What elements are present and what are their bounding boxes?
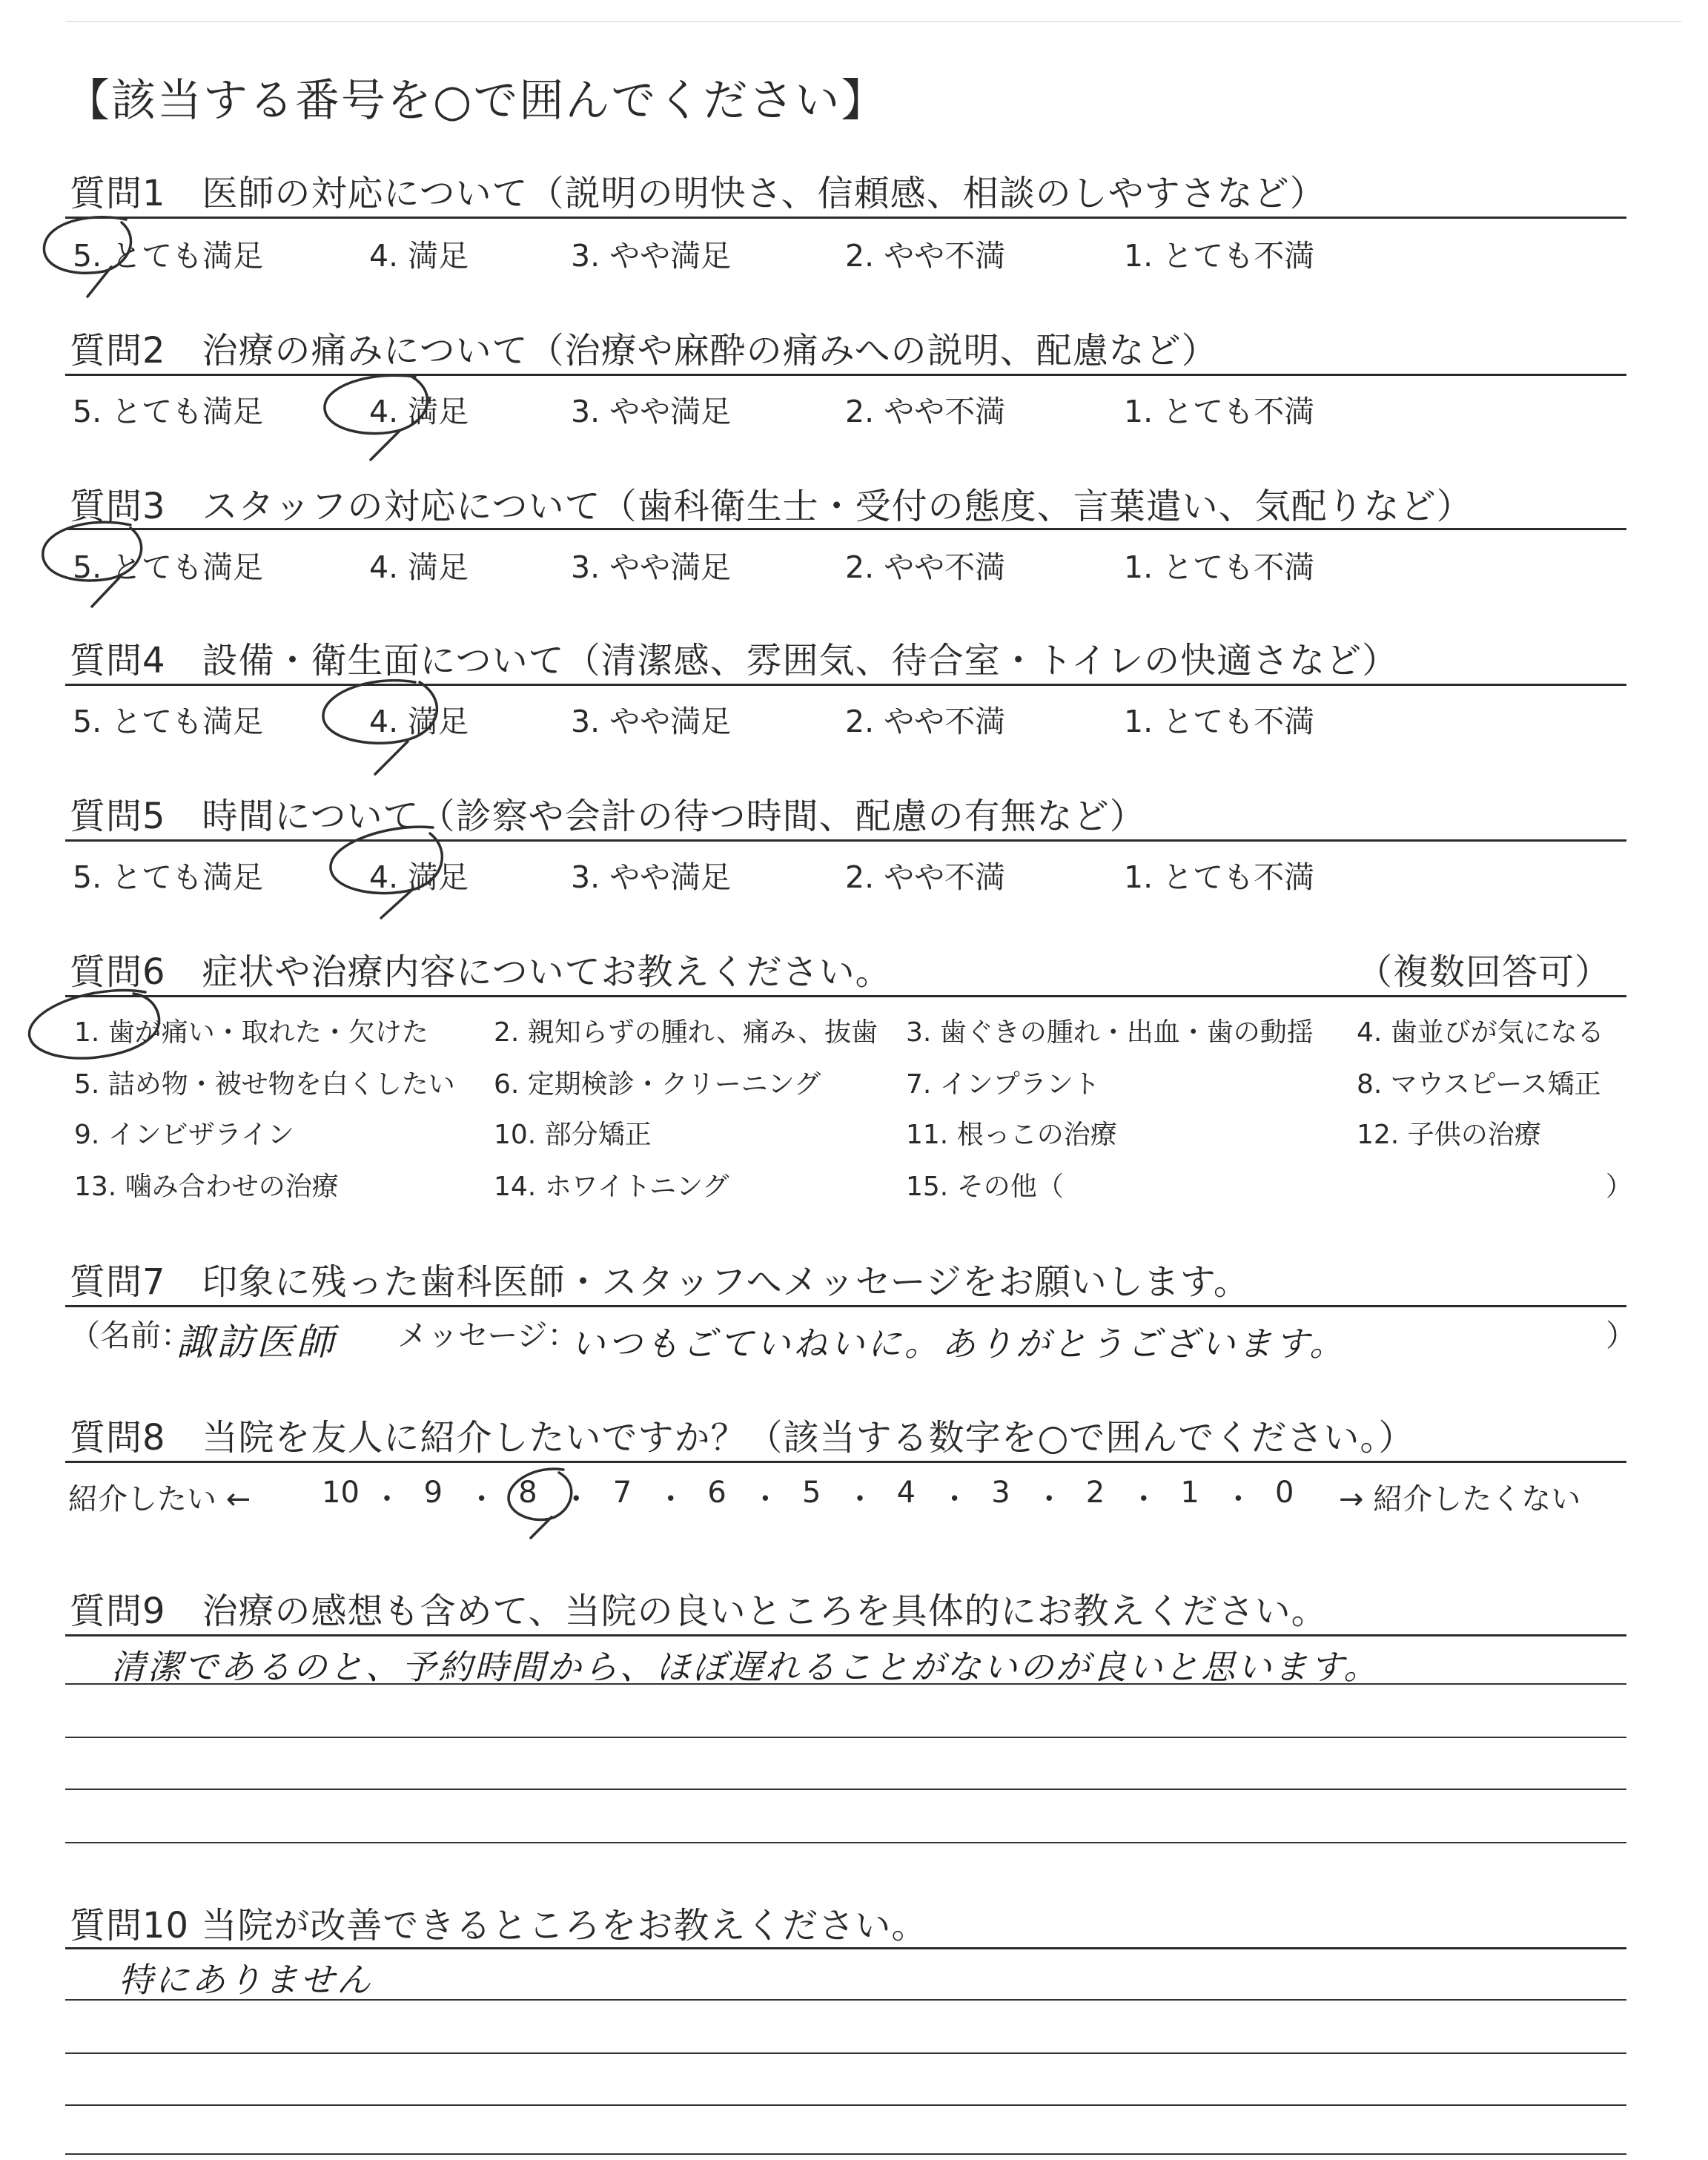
- q7-close: ）: [1606, 1318, 1636, 1353]
- q2-title: 質問2 治療の痛みについて（治療や麻酔の痛みへの説明、配慮など）: [70, 330, 1218, 371]
- q6-option-15-close: ）: [1606, 1172, 1633, 1202]
- q8-scale-separator: ・: [372, 1482, 402, 1516]
- q5-option-3[interactable]: 3. やや満足: [571, 859, 732, 895]
- q8-scale-value-5[interactable]: 5: [802, 1476, 821, 1510]
- q7-name-label: （名前：: [70, 1318, 191, 1353]
- q8-scale-value-0[interactable]: 0: [1275, 1476, 1294, 1510]
- q1-option-5[interactable]: 5. とても満足: [73, 238, 264, 274]
- q10-rule-3: [65, 2052, 1626, 2054]
- q4-option-3[interactable]: 3. やや満足: [571, 704, 732, 739]
- q8-scale-value-2[interactable]: 2: [1085, 1476, 1105, 1510]
- q6-option-1[interactable]: 1. 歯が痛い・取れた・欠けた: [74, 1017, 428, 1048]
- q7-message-value[interactable]: いつもごていねいに。ありがとうございます。: [571, 1324, 1347, 1364]
- q4-rule: [65, 684, 1626, 686]
- q6-option-7[interactable]: 7. インプラント: [906, 1069, 1100, 1100]
- q4-option-2[interactable]: 2. やや不満: [845, 704, 1006, 739]
- q9-rule-2: [65, 1683, 1626, 1685]
- q6-option-15[interactable]: 15. その他（: [906, 1172, 1064, 1202]
- q2-option-1[interactable]: 1. とても不満: [1124, 394, 1315, 429]
- q6-title: 質問6 症状や治療内容についてお教えください。: [70, 951, 892, 993]
- q5-rule: [65, 839, 1626, 842]
- q9-answer[interactable]: 清潔であるのと、予約時間から、ほぼ遅れることがないのが良いと思います。: [111, 1647, 1380, 1687]
- q6-option-9[interactable]: 9. インビザライン: [74, 1120, 294, 1150]
- q8-right-label: → 紹介したくない: [1339, 1482, 1581, 1516]
- q4-title: 質問4 設備・衛生面について（清潔感、雰囲気、待合室・トイレの快適さなど）: [70, 640, 1399, 681]
- q6-option-13[interactable]: 13. 噛み合わせの治療: [74, 1172, 339, 1202]
- q8-scale-value-10[interactable]: 10: [322, 1476, 360, 1510]
- q5-option-4[interactable]: 4. 満足: [369, 859, 469, 895]
- q6-option-2[interactable]: 2. 親知らずの腫れ、痛み、抜歯: [494, 1017, 878, 1048]
- q1-option-4[interactable]: 4. 満足: [369, 238, 469, 274]
- q6-option-10[interactable]: 10. 部分矯正: [494, 1120, 652, 1150]
- q8-left-label: 紹介したい ←: [68, 1482, 251, 1516]
- q1-rule: [65, 217, 1626, 219]
- q3-title: 質問3 スタッフの対応について（歯科衛生士・受付の態度、言葉遣い、気配りなど）: [70, 486, 1473, 527]
- q8-scale-value-7[interactable]: 7: [612, 1476, 632, 1510]
- q10-title: 質問10 当院が改善できるところをお教えください。: [70, 1905, 928, 1946]
- q1-option-3[interactable]: 3. やや満足: [571, 238, 732, 274]
- q10-rule-5: [65, 2153, 1626, 2155]
- q8-scale-separator: ・: [845, 1482, 875, 1516]
- q8-scale-separator: ・: [466, 1482, 497, 1516]
- q8-scale-separator: ・: [1128, 1482, 1159, 1516]
- page-header: 【該当する番号を○で囲んでください】: [65, 75, 887, 127]
- q2-option-2[interactable]: 2. やや不満: [845, 394, 1006, 429]
- q3-option-3[interactable]: 3. やや満足: [571, 549, 732, 585]
- q3-option-2[interactable]: 2. やや不満: [845, 549, 1006, 585]
- top-edge-line: [65, 21, 1681, 22]
- q2-option-4[interactable]: 4. 満足: [369, 394, 469, 429]
- q3-option-1[interactable]: 1. とても不満: [1124, 549, 1315, 585]
- q6-option-4[interactable]: 4. 歯並びが気になる: [1357, 1017, 1604, 1048]
- q6-option-8[interactable]: 8. マウスピース矯正: [1357, 1069, 1601, 1100]
- q8-scale-separator: ・: [655, 1482, 686, 1516]
- q10-answer[interactable]: 特にありません: [119, 1960, 373, 2000]
- q4-option-4[interactable]: 4. 満足: [369, 704, 469, 739]
- q6-rule: [65, 995, 1626, 997]
- q6-option-5[interactable]: 5. 詰め物・被せ物を白くしたい: [74, 1069, 455, 1100]
- q6-option-6[interactable]: 6. 定期検診・クリーニング: [494, 1069, 821, 1100]
- q10-rule-1: [65, 1947, 1626, 1949]
- q8-title: 質問8 当院を友人に紹介したいですか？（該当する数字を○で囲んでください。）: [70, 1417, 1415, 1459]
- q6-option-12[interactable]: 12. 子供の治療: [1357, 1120, 1541, 1150]
- q4-option-5[interactable]: 5. とても満足: [73, 704, 264, 739]
- q8-scale-separator: ・: [1223, 1482, 1254, 1516]
- q8-scale-separator: ・: [1034, 1482, 1065, 1516]
- q8-scale-value-6[interactable]: 6: [707, 1476, 726, 1510]
- q8-scale-value-4[interactable]: 4: [896, 1476, 916, 1510]
- q6-note: （複数回答可）: [1357, 951, 1612, 993]
- q2-option-3[interactable]: 3. やや満足: [571, 394, 732, 429]
- q3-option-5[interactable]: 5. とても満足: [73, 549, 264, 585]
- q2-option-5[interactable]: 5. とても満足: [73, 394, 264, 429]
- q2-rule: [65, 374, 1626, 376]
- q8-scale-separator: ・: [750, 1482, 781, 1516]
- q1-option-2[interactable]: 2. やや不満: [845, 238, 1006, 274]
- q6-option-3[interactable]: 3. 歯ぐきの腫れ・出血・歯の動揺: [906, 1017, 1314, 1048]
- q7-name-value[interactable]: 諏訪医師: [176, 1321, 337, 1364]
- q8-rule: [65, 1461, 1626, 1463]
- q7-message-label: メッセージ：: [397, 1318, 578, 1353]
- q6-option-11[interactable]: 11. 根っこの治療: [906, 1120, 1117, 1150]
- q1-title: 質問1 医師の対応について（説明の明快さ、信頼感、相談のしやすさなど）: [70, 173, 1326, 214]
- q8-scale-separator: ・: [561, 1482, 592, 1516]
- q6-option-14[interactable]: 14. ホワイトニング: [494, 1172, 729, 1202]
- q8-scale-value-1[interactable]: 1: [1180, 1476, 1199, 1510]
- q7-title: 質問7 印象に残った歯科医師・スタッフへメッセージをお願いします。: [70, 1261, 1250, 1303]
- q9-rule-5: [65, 1842, 1626, 1843]
- q10-rule-2: [65, 1999, 1626, 2001]
- q5-option-5[interactable]: 5. とても満足: [73, 859, 264, 895]
- q10-rule-4: [65, 2104, 1626, 2106]
- q8-scale-value-3[interactable]: 3: [991, 1476, 1010, 1510]
- q8-scale-value-8[interactable]: 8: [518, 1476, 537, 1510]
- q1-option-1[interactable]: 1. とても不満: [1124, 238, 1315, 274]
- q8-scale-separator: ・: [939, 1482, 970, 1516]
- q7-rule: [65, 1305, 1626, 1307]
- q8-scale-value-9[interactable]: 9: [423, 1476, 443, 1510]
- q3-option-4[interactable]: 4. 満足: [369, 549, 469, 585]
- q9-rule-3: [65, 1737, 1626, 1738]
- q5-option-2[interactable]: 2. やや不満: [845, 859, 1006, 895]
- q9-rule-4: [65, 1789, 1626, 1790]
- q9-rule-1: [65, 1634, 1626, 1636]
- q3-rule: [65, 528, 1626, 530]
- q5-title: 質問5 時間について（診察や会計の待つ時間、配慮の有無など）: [70, 796, 1146, 837]
- q9-title: 質問9 治療の感想も含めて、当院の良いところを具体的にお教えください。: [70, 1591, 1328, 1632]
- q4-option-1[interactable]: 1. とても不満: [1124, 704, 1315, 739]
- q5-option-1[interactable]: 1. とても不満: [1124, 859, 1315, 895]
